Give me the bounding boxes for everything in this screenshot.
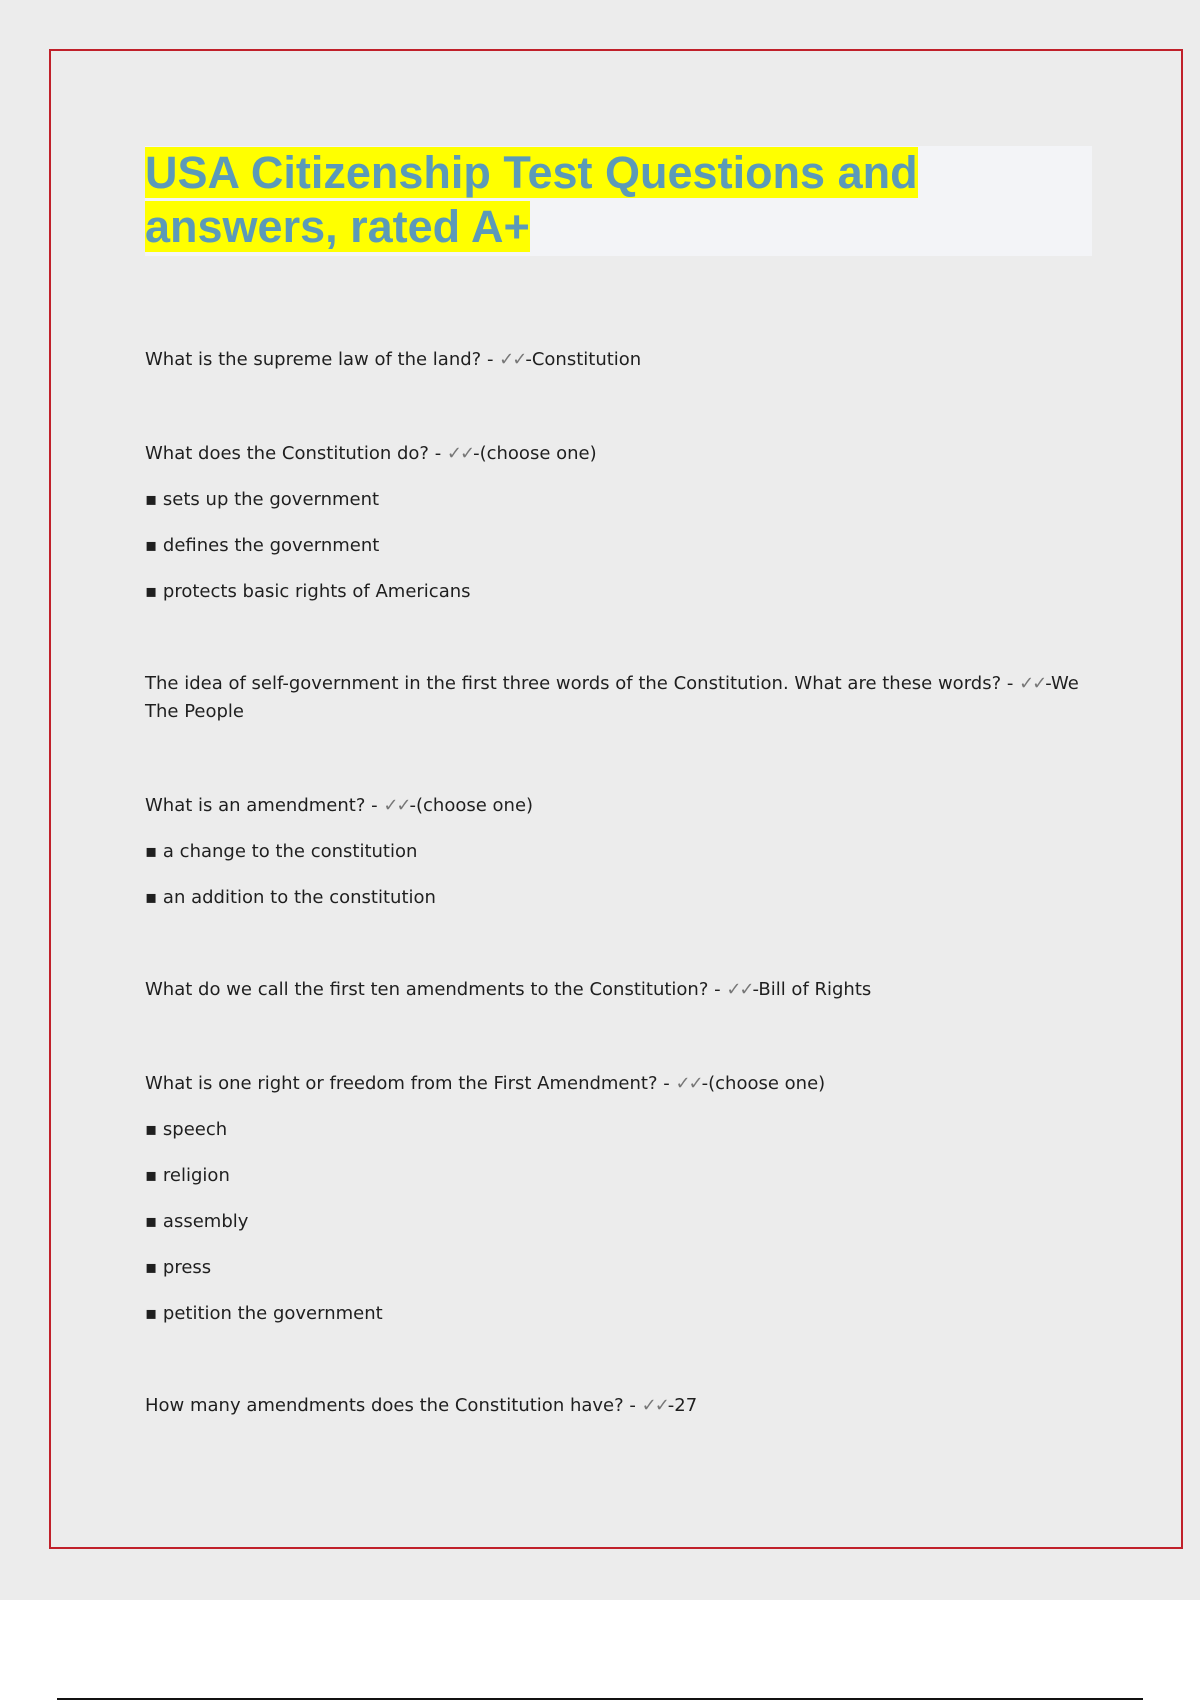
- qa-item: [145, 670, 1085, 726]
- qa-item: [145, 1392, 1085, 1420]
- answer-text: -27: [667, 1395, 698, 1416]
- answer-bullet: ▪ sets up the government: [145, 486, 1085, 514]
- question-text: What does the Constitution do? -: [145, 443, 447, 464]
- question: [145, 346, 1085, 374]
- answer-text: -(choose one): [409, 795, 534, 816]
- question-text: The idea of self-government in the first three words of the Constitution. What are these words? -: [145, 673, 1020, 694]
- answer-text: -Constitution: [525, 349, 642, 370]
- question-text: What is an amendment? -: [145, 795, 384, 816]
- qa-item: [145, 976, 1085, 1004]
- answer-bullet: ▪ defines the government: [145, 532, 1085, 560]
- question-text: What is one right or freedom from the First Amendment? -: [145, 1073, 676, 1094]
- question: [145, 792, 1085, 820]
- answer-text: -(choose one): [701, 1073, 826, 1094]
- double-check-icon: ✓✓: [641, 1395, 668, 1416]
- double-check-icon: ✓✓: [446, 443, 474, 464]
- double-check-icon: ✓✓: [726, 979, 753, 1000]
- double-check-icon: ✓✓: [675, 1073, 702, 1094]
- qa-item: [145, 1070, 1085, 1328]
- answer-bullet: ▪ a change to the constitution: [145, 838, 1085, 866]
- question-text: How many amendments does the Constitution have? -: [145, 1395, 642, 1416]
- qa-item: [145, 792, 1085, 912]
- answer-bullet: ▪ petition the government: [145, 1300, 1085, 1328]
- answer-bullet: ▪ press: [145, 1254, 1085, 1282]
- answer-text: -We The People: [145, 673, 1079, 722]
- double-check-icon: ✓✓: [383, 795, 410, 816]
- answer-bullet: ▪ speech: [145, 1116, 1085, 1144]
- question: [145, 1392, 1085, 1420]
- qa-list: [145, 346, 1085, 1420]
- question: [145, 440, 1085, 468]
- double-check-icon: ✓✓: [1019, 673, 1046, 694]
- title-line-2: answers, rated A+: [145, 201, 530, 252]
- title-line-1: USA Citizenship Test Questions and: [145, 147, 918, 198]
- answer-bullet: ▪ religion: [145, 1162, 1085, 1190]
- answer-text: -(choose one): [473, 443, 597, 464]
- question: [145, 1070, 1085, 1098]
- question-text: What do we call the first ten amendments to the Constitution? -: [145, 979, 727, 1000]
- question: [145, 670, 1085, 726]
- question: [145, 976, 1085, 1004]
- qa-item: [145, 440, 1085, 606]
- answer-bullet: ▪ assembly: [145, 1208, 1085, 1236]
- document-title: [145, 146, 1045, 254]
- answer-bullet: ▪ protects basic rights of Americans: [145, 578, 1085, 606]
- answer-text: -Bill of Rights: [752, 979, 872, 1000]
- question-text: What is the supreme law of the land? -: [145, 349, 500, 370]
- answer-bullet: ▪ an addition to the constitution: [145, 884, 1085, 912]
- double-check-icon: ✓✓: [499, 349, 526, 370]
- qa-item: [145, 346, 1085, 374]
